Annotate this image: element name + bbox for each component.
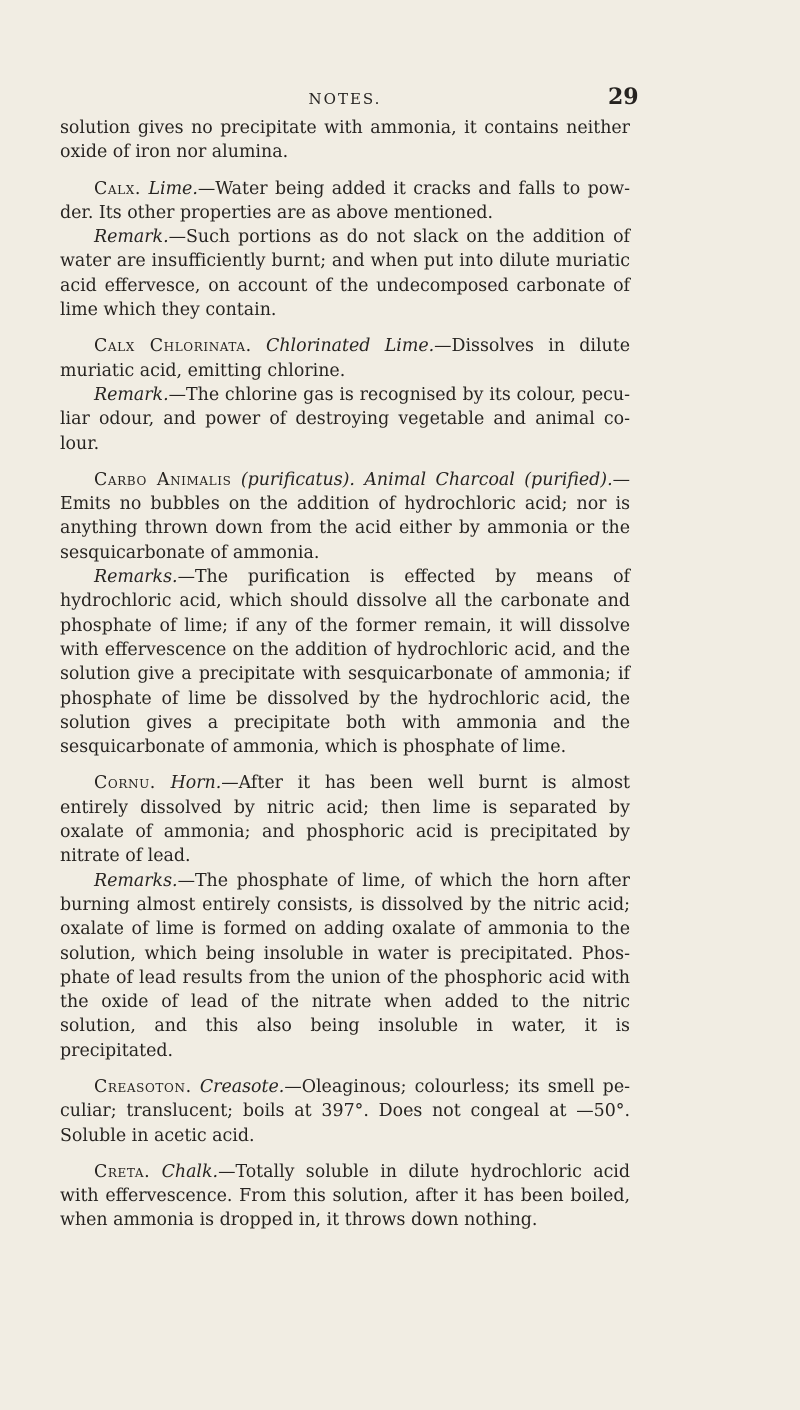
remark-label: Remark. <box>94 227 169 248</box>
entry-text: —Water being added it cracks and falls to powder. Its other properties are as above mentioned. <box>60 178 630 223</box>
page-number: 29 <box>608 84 639 110</box>
entry-text: —Totally soluble in dilute hydrochloric acid with effervescence. From this solution, after it has been boiled, when ammonia is dropped in, it throws down nothing. <box>60 1161 630 1231</box>
running-head: NOTES. <box>308 90 382 108</box>
paragraph-solution-continued <box>60 116 630 165</box>
entry-text: —Oleaginous; colourless; its smell peculiar; translucent; boils at 397°. Does not congeal at —50°. Soluble in acetic acid. <box>60 1076 630 1146</box>
entry-english-name: Chlorinated Lime. <box>266 336 435 357</box>
entry-latin-name: Cornu. <box>94 773 156 794</box>
remarks-carbo-animalis <box>60 565 630 759</box>
entry-text: —After it has been well burnt is almost entirely dissolved by nitric acid; then lime is separated by oxalate of ammonia; and phosphoric acid is precipitated by nitrate of lead. <box>60 773 630 867</box>
remark-label: Remarks. <box>94 567 178 588</box>
remark-text: —The phosphate of lime, of which the horn after burning almost entirely consists, is dissolved by the nitric acid; oxalate of lime is formed on adding oxalate of ammonia to the solution, which being insoluble in water is precipitated. Phosphate of lead results from the union of the phosphoric acid with the oxide of lead of the nitrate when added to the nitric solution, and this also being insoluble in water, it is precipitated. <box>60 870 630 1061</box>
entry-latin-name: Calx Chlorinata. <box>94 336 252 357</box>
remark-text: —Such portions as do not slack on the addition of water are insufficiently burnt; and when put into dilute muriatic acid effervesce, on account of the undecomposed carbonate of lime which they contain. <box>60 227 630 321</box>
entry-carbo-animalis <box>60 468 630 565</box>
entry-english-name: Creasote. <box>199 1076 285 1097</box>
remark-label: Remark. <box>94 384 169 405</box>
entry-latin-name: Carbo Animalis <box>94 469 232 490</box>
remark-text: —The chlorine gas is recognised by its colour, peculiar odour, and power of destroying vegetable and animal colour. <box>60 384 630 454</box>
entry-english-name: (purificatus). Animal Charcoal (purified). <box>240 469 613 490</box>
entry-english-name: Chalk. <box>161 1161 219 1182</box>
page-body <box>60 116 630 1233</box>
entry-calx <box>60 177 630 226</box>
remark-calx <box>60 225 630 322</box>
remark-text: —The purification is effected by means of hydrochloric acid, which should dissolve all the carbonate and phosphate of lime; if any of the former remain, it will dissolve with effervescence on the addition of hydrochloric acid, and the solution give a precipitate with sesquicarbonate of ammonia; if phosphate of lime be dissolved by the hydrochloric acid, the solution gives a precipitate both with ammonia and the sesquicarbonate of ammonia, which is phosphate of lime. <box>60 567 630 758</box>
entry-text: —Dissolves in dilute muriatic acid, emitting chlorine. <box>60 336 631 381</box>
entry-text: — Emits no bubbles on the addition of hydrochloric acid; nor is anything thrown down from the acid either by ammonia or the sesquicarbonate of ammonia. <box>60 469 630 563</box>
entry-cornu <box>60 771 630 868</box>
entry-creasoton <box>60 1075 630 1148</box>
entry-english-name: Horn. <box>170 773 222 794</box>
entry-creta <box>60 1160 630 1233</box>
entry-calx-chlorinata <box>60 334 630 383</box>
paragraph-text: solution gives no precipitate with ammonia, it contains neither oxide of iron nor alumina. <box>60 118 630 163</box>
remark-calx-chlorinata <box>60 383 630 456</box>
entry-english-name: Lime. <box>148 178 198 199</box>
entry-latin-name: Creta. <box>94 1161 151 1182</box>
remarks-cornu <box>60 869 630 1063</box>
entry-latin-name: Calx. <box>94 178 142 199</box>
remark-label: Remarks. <box>94 870 178 891</box>
entry-latin-name: Creasoton. <box>94 1076 192 1097</box>
